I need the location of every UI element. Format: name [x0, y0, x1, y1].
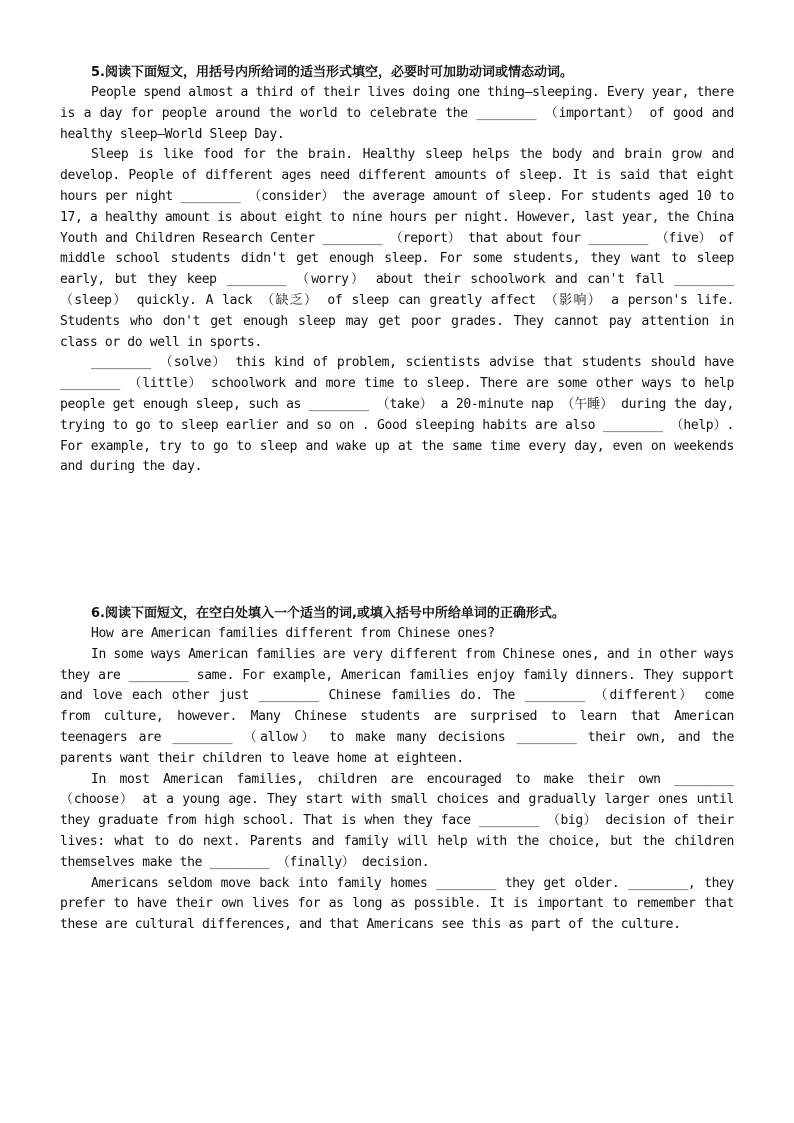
exercise-5-paragraph-1: People spend almost a third of their lives doing one thing—sleeping. Every year, there is a day for people around the world to celebrate the ________ （important） of good and healthy sleep—World Sleep Day.: [60, 85, 734, 142]
exercise-6: [60, 603, 734, 936]
exercise-6-paragraph-1: How are American families different from Chinese ones?: [91, 626, 495, 641]
exercise-6-paragraph-4: Americans seldom move back into family homes ________ they get older. ________, they prefer to have their own lives for as long as possible. It is important to remember that these are cultural differences, and that Americans see this as part of the culture.: [60, 875, 734, 933]
exercise-5-paragraph-3: ________ （solve） this kind of problem, scientists advise that students should have ________ （little） schoolwork and more time to sleep. There are some other ways to help people get enough sleep, such as ________ （take） a 20-minute nap （午睡） during the day, trying to go to sleep earlier and so on . Good sleeping habits are also ________ （help）. For example, try to go to sleep and wake up at the same time every day, even on weekends and during the day.: [60, 355, 734, 475]
exercise-5-paragraph-2: Sleep is like food for the brain. Healthy sleep helps the body and brain grow and develop. People of different ages need different amounts of sleep. It is said that eight hours per night ________ （consider） the average amount of sleep. For students aged 10 to 17, a healthy amount is about eight to nine hours per night. However, last year, the China Youth and Children Research Center ________ （report） that about four ________ （five） of middle school students didn't get enough sleep. For some students, they want to sleep early, but they keep ________ （worry） about their schoolwork and can't fall ________ （sleep） quickly. A lack （缺乏） of sleep can greatly affect （影响） a person's life. Students who don't get enough sleep may get poor grades. They cannot pay attention in class or do well in sports.: [60, 147, 734, 350]
exercise-5-instructions: 5.阅读下面短文，用括号内所给词的适当形式填空，必要时可加助动词或情态动词。: [91, 65, 573, 80]
exercise-6-instructions: 6.阅读下面短文，在空白处填入一个适当的词,或填入括号中所给单词的正确形式。: [91, 606, 565, 621]
exercise-6-paragraph-2: In some ways American families are very different from Chinese ones, and in other ways they are ________ same. For example, American families enjoy family dinners. They support and love each other just ________ Chinese families do. The ________ （different） come from culture, however. Many Chinese students are surprised to learn that American teenagers are ________ （allow） to make many decisions ________ their own, and the parents want their children to leave home at eighteen.: [60, 646, 734, 766]
exercise-6-paragraph-3: In most American families, children are encouraged to make their own ________ （choose） at a young age. They start with small choices and gradually larger ones until they graduate from high school. That is when they face ________ （big） decision of their lives: what to do next. Parents and family will help with the choice, but the children themselves make the ________ （finally） decision.: [60, 771, 734, 870]
exercise-5: [60, 62, 734, 478]
